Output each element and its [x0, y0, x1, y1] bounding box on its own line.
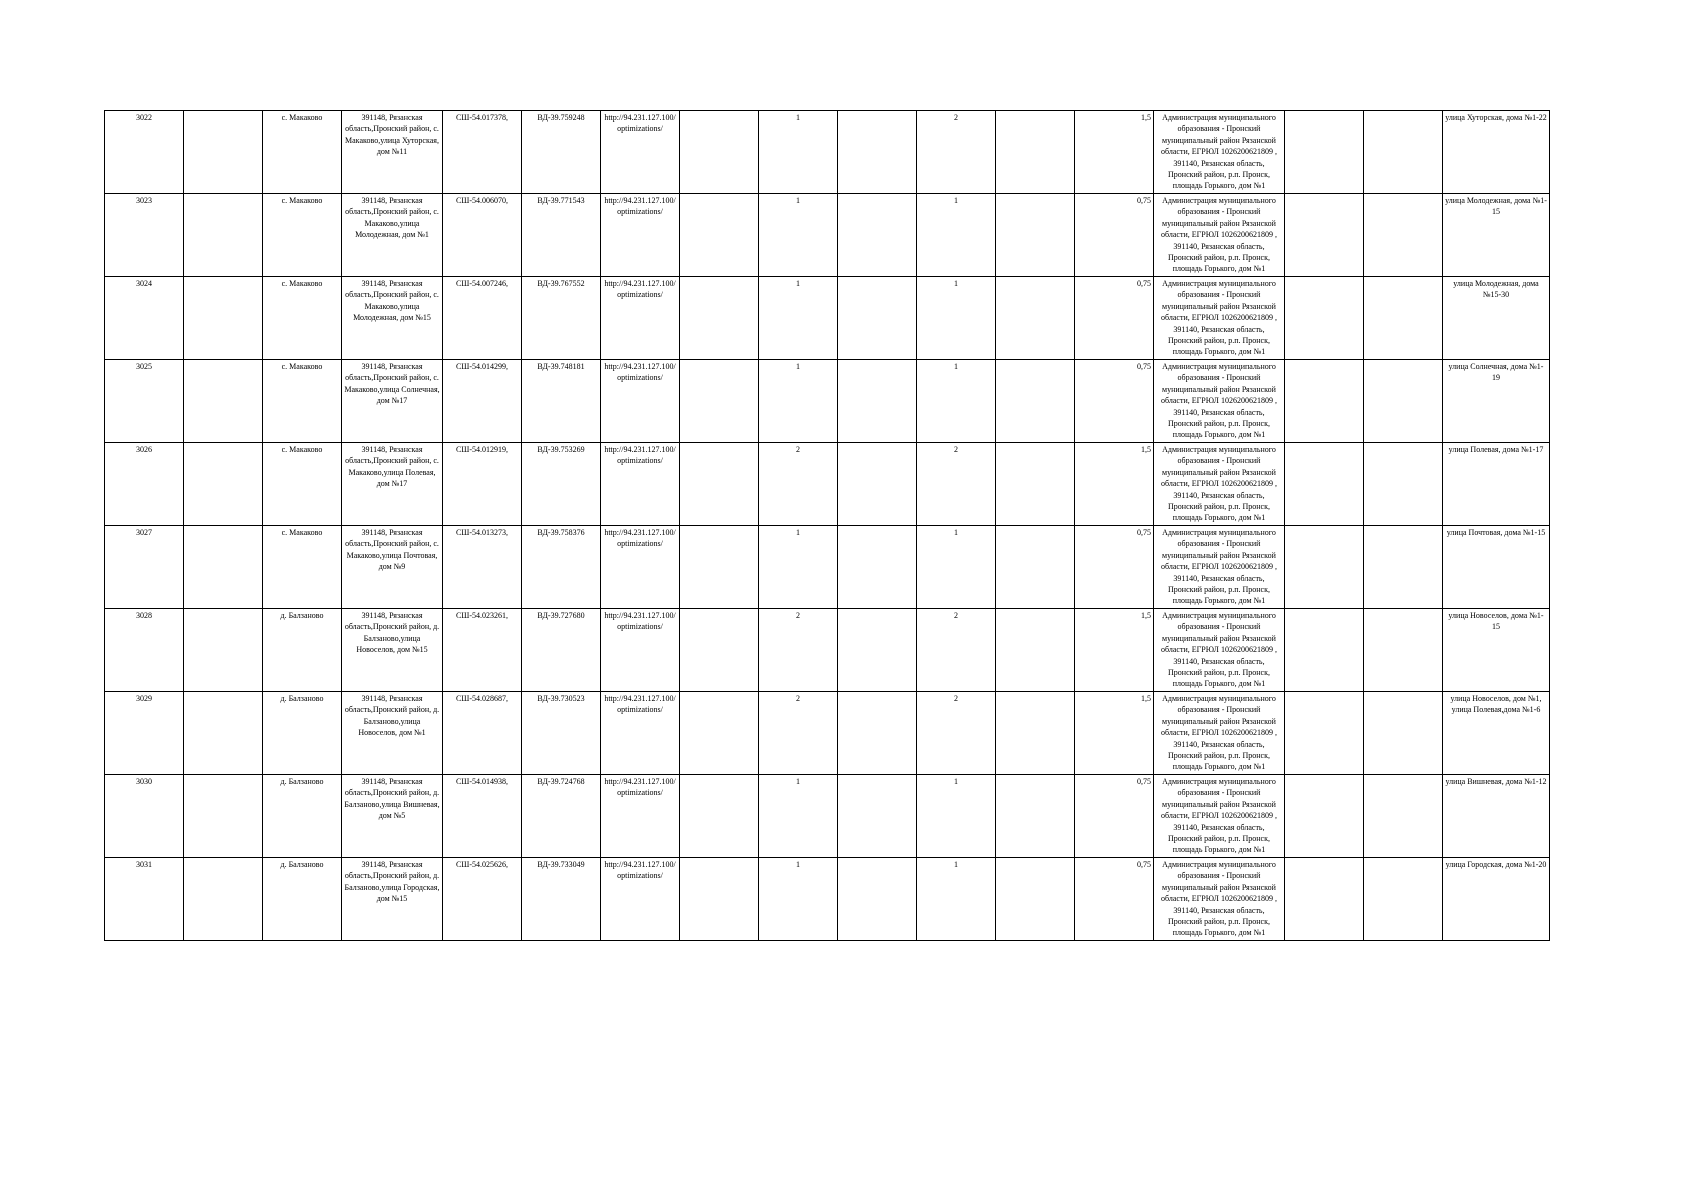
- container-count-2-cell: 1: [917, 858, 996, 941]
- longitude-cell: ВД-39.759248: [522, 111, 601, 194]
- owner-cell: Администрация муниципального образования - Пронский муниципальный район Рязанской области, ЕГРЮЛ 1026200621809 , 391140, Рязанская область, Пронский район, р.п. Пронск, площадь Горького, дом №1: [1154, 526, 1285, 609]
- volume-cell: 1,5: [1075, 692, 1154, 775]
- latitude-cell: СШ-54.025626,: [443, 858, 522, 941]
- empty-cell: [996, 692, 1075, 775]
- waste-source-cell: улица Молодежная, дома №15-30: [1443, 277, 1550, 360]
- longitude-cell: ВД-39.733049: [522, 858, 601, 941]
- empty-cell: [996, 443, 1075, 526]
- latitude-cell: СШ-54.017378,: [443, 111, 522, 194]
- row-number-cell: 3022: [105, 111, 184, 194]
- empty-cell: [1285, 692, 1364, 775]
- empty-cell: [680, 526, 759, 609]
- owner-cell: Администрация муниципального образования - Пронский муниципальный район Рязанской области, ЕГРЮЛ 1026200621809 , 391140, Рязанская область, Пронский район, р.п. Пронск, площадь Горького, дом №1: [1154, 194, 1285, 277]
- empty-cell: [996, 775, 1075, 858]
- settlement-cell: с. Макаково: [263, 194, 342, 277]
- container-count-2-cell: 1: [917, 360, 996, 443]
- url-cell: http://94.231.127.100/optimizations/: [601, 858, 680, 941]
- container-count-cell: 1: [759, 111, 838, 194]
- empty-cell: [996, 194, 1075, 277]
- address-cell: 391148, Рязанская область,Пронский район, с. Макаково,улица Солнечная, дом №17: [342, 360, 443, 443]
- waste-source-cell: улица Городская, дома №1-20: [1443, 858, 1550, 941]
- owner-cell: Администрация муниципального образования - Пронский муниципальный район Рязанской области, ЕГРЮЛ 1026200621809 , 391140, Рязанская область, Пронский район, р.п. Пронск, площадь Горького, дом №1: [1154, 609, 1285, 692]
- latitude-cell: СШ-54.012919,: [443, 443, 522, 526]
- empty-cell: [838, 526, 917, 609]
- address-cell: 391148, Рязанская область,Пронский район, д. Балзаново,улица Новоселов, дом №15: [342, 609, 443, 692]
- container-sites-table: [104, 110, 1550, 941]
- container-count-2-cell: 1: [917, 194, 996, 277]
- empty-cell: [680, 111, 759, 194]
- latitude-cell: СШ-54.013273,: [443, 526, 522, 609]
- volume-cell: 0,75: [1075, 277, 1154, 360]
- table-row: [105, 111, 1550, 194]
- empty-cell: [996, 111, 1075, 194]
- empty-cell: [1364, 194, 1443, 277]
- container-count-cell: 2: [759, 692, 838, 775]
- row-number-cell: 3027: [105, 526, 184, 609]
- empty-cell: [1285, 609, 1364, 692]
- volume-cell: 0,75: [1075, 775, 1154, 858]
- container-count-2-cell: 2: [917, 443, 996, 526]
- table-row: [105, 526, 1550, 609]
- container-count-cell: 1: [759, 775, 838, 858]
- volume-cell: 0,75: [1075, 360, 1154, 443]
- table-row: [105, 609, 1550, 692]
- settlement-cell: с. Макаково: [263, 360, 342, 443]
- longitude-cell: ВД-39.724768: [522, 775, 601, 858]
- url-cell: http://94.231.127.100/optimizations/: [601, 111, 680, 194]
- waste-source-cell: улица Молодежная, дома №1-15: [1443, 194, 1550, 277]
- row-number-cell: 3028: [105, 609, 184, 692]
- address-cell: 391148, Рязанская область,Пронский район, с. Макаково,улица Почтовая, дом №9: [342, 526, 443, 609]
- settlement-cell: д. Балзаново: [263, 609, 342, 692]
- settlement-cell: д. Балзаново: [263, 858, 342, 941]
- empty-cell: [1364, 858, 1443, 941]
- empty-cell: [1364, 775, 1443, 858]
- address-cell: 391148, Рязанская область,Пронский район, д. Балзаново,улица Городская, дом №15: [342, 858, 443, 941]
- volume-cell: 0,75: [1075, 858, 1154, 941]
- waste-source-cell: улица Вишневая, дома №1-12: [1443, 775, 1550, 858]
- empty-cell: [1285, 277, 1364, 360]
- container-count-cell: 1: [759, 526, 838, 609]
- waste-source-cell: улица Солнечная, дома №1-19: [1443, 360, 1550, 443]
- empty-cell: [680, 277, 759, 360]
- address-cell: 391148, Рязанская область,Пронский район, д. Балзаново,улица Новоселов, дом №1: [342, 692, 443, 775]
- settlement-cell: с. Макаково: [263, 443, 342, 526]
- address-cell: 391148, Рязанская область,Пронский район, с. Макаково,улица Хуторская, дом №11: [342, 111, 443, 194]
- volume-cell: 1,5: [1075, 609, 1154, 692]
- url-cell: http://94.231.127.100/optimizations/: [601, 609, 680, 692]
- empty-cell: [1285, 111, 1364, 194]
- owner-cell: Администрация муниципального образования - Пронский муниципальный район Рязанской области, ЕГРЮЛ 1026200621809 , 391140, Рязанская область, Пронский район, р.п. Пронск, площадь Горького, дом №1: [1154, 775, 1285, 858]
- empty-cell: [1285, 526, 1364, 609]
- owner-cell: Администрация муниципального образования - Пронский муниципальный район Рязанской области, ЕГРЮЛ 1026200621809 , 391140, Рязанская область, Пронский район, р.п. Пронск, площадь Горького, дом №1: [1154, 111, 1285, 194]
- empty-cell: [680, 858, 759, 941]
- empty-cell: [838, 609, 917, 692]
- url-cell: http://94.231.127.100/optimizations/: [601, 194, 680, 277]
- table-body: [105, 111, 1550, 941]
- container-count-cell: 1: [759, 277, 838, 360]
- settlement-cell: с. Макаково: [263, 111, 342, 194]
- container-count-2-cell: 2: [917, 692, 996, 775]
- table-row: [105, 360, 1550, 443]
- table-row: [105, 858, 1550, 941]
- url-cell: http://94.231.127.100/optimizations/: [601, 775, 680, 858]
- empty-cell: [1285, 194, 1364, 277]
- empty-cell: [184, 277, 263, 360]
- empty-cell: [680, 775, 759, 858]
- empty-cell: [996, 360, 1075, 443]
- waste-source-cell: улица Почтовая, дома №1-15: [1443, 526, 1550, 609]
- container-count-cell: 1: [759, 360, 838, 443]
- waste-source-cell: улица Новоселов, дом №1, улица Полевая,дома №1-6: [1443, 692, 1550, 775]
- empty-cell: [1364, 360, 1443, 443]
- empty-cell: [996, 526, 1075, 609]
- empty-cell: [1364, 277, 1443, 360]
- container-count-cell: 2: [759, 609, 838, 692]
- table-row: [105, 775, 1550, 858]
- latitude-cell: СШ-54.007246,: [443, 277, 522, 360]
- empty-cell: [838, 194, 917, 277]
- empty-cell: [184, 443, 263, 526]
- row-number-cell: 3030: [105, 775, 184, 858]
- empty-cell: [680, 692, 759, 775]
- empty-cell: [1364, 692, 1443, 775]
- container-count-2-cell: 2: [917, 609, 996, 692]
- container-count-2-cell: 1: [917, 526, 996, 609]
- longitude-cell: ВД-39.727680: [522, 609, 601, 692]
- url-cell: http://94.231.127.100/optimizations/: [601, 692, 680, 775]
- empty-cell: [184, 775, 263, 858]
- row-number-cell: 3023: [105, 194, 184, 277]
- latitude-cell: СШ-54.028687,: [443, 692, 522, 775]
- address-cell: 391148, Рязанская область,Пронский район, с. Макаково,улица Молодежная, дом №1: [342, 194, 443, 277]
- empty-cell: [184, 194, 263, 277]
- owner-cell: Администрация муниципального образования - Пронский муниципальный район Рязанской области, ЕГРЮЛ 1026200621809 , 391140, Рязанская область, Пронский район, р.п. Пронск, площадь Горького, дом №1: [1154, 858, 1285, 941]
- volume-cell: 1,5: [1075, 111, 1154, 194]
- empty-cell: [184, 360, 263, 443]
- row-number-cell: 3029: [105, 692, 184, 775]
- empty-cell: [1285, 443, 1364, 526]
- longitude-cell: ВД-39.753269: [522, 443, 601, 526]
- latitude-cell: СШ-54.023261,: [443, 609, 522, 692]
- longitude-cell: ВД-39.767552: [522, 277, 601, 360]
- waste-source-cell: улица Новоселов, дома №1-15: [1443, 609, 1550, 692]
- empty-cell: [996, 609, 1075, 692]
- empty-cell: [184, 526, 263, 609]
- address-cell: 391148, Рязанская область,Пронский район, с. Макаково,улица Молодежная, дом №15: [342, 277, 443, 360]
- url-cell: http://94.231.127.100/optimizations/: [601, 360, 680, 443]
- table-row: [105, 194, 1550, 277]
- empty-cell: [680, 194, 759, 277]
- settlement-cell: д. Балзаново: [263, 692, 342, 775]
- container-count-2-cell: 1: [917, 775, 996, 858]
- volume-cell: 1,5: [1075, 443, 1154, 526]
- settlement-cell: с. Макаково: [263, 277, 342, 360]
- latitude-cell: СШ-54.014938,: [443, 775, 522, 858]
- longitude-cell: ВД-39.748181: [522, 360, 601, 443]
- volume-cell: 0,75: [1075, 194, 1154, 277]
- container-count-cell: 2: [759, 443, 838, 526]
- empty-cell: [1285, 360, 1364, 443]
- empty-cell: [838, 775, 917, 858]
- container-count-cell: 1: [759, 858, 838, 941]
- owner-cell: Администрация муниципального образования - Пронский муниципальный район Рязанской области, ЕГРЮЛ 1026200621809 , 391140, Рязанская область, Пронский район, р.п. Пронск, площадь Горького, дом №1: [1154, 443, 1285, 526]
- owner-cell: Администрация муниципального образования - Пронский муниципальный район Рязанской области, ЕГРЮЛ 1026200621809 , 391140, Рязанская область, Пронский район, р.п. Пронск, площадь Горького, дом №1: [1154, 360, 1285, 443]
- empty-cell: [838, 360, 917, 443]
- owner-cell: Администрация муниципального образования - Пронский муниципальный район Рязанской области, ЕГРЮЛ 1026200621809 , 391140, Рязанская область, Пронский район, р.п. Пронск, площадь Горького, дом №1: [1154, 277, 1285, 360]
- table-row: [105, 443, 1550, 526]
- latitude-cell: СШ-54.014299,: [443, 360, 522, 443]
- row-number-cell: 3024: [105, 277, 184, 360]
- url-cell: http://94.231.127.100/optimizations/: [601, 277, 680, 360]
- empty-cell: [680, 443, 759, 526]
- address-cell: 391148, Рязанская область,Пронский район, с. Макаково,улица Полевая, дом №17: [342, 443, 443, 526]
- settlement-cell: с. Макаково: [263, 526, 342, 609]
- empty-cell: [996, 858, 1075, 941]
- waste-source-cell: улица Хуторская, дома №1-22: [1443, 111, 1550, 194]
- empty-cell: [838, 692, 917, 775]
- row-number-cell: 3026: [105, 443, 184, 526]
- url-cell: http://94.231.127.100/optimizations/: [601, 443, 680, 526]
- empty-cell: [1364, 526, 1443, 609]
- volume-cell: 0,75: [1075, 526, 1154, 609]
- empty-cell: [1364, 609, 1443, 692]
- empty-cell: [838, 443, 917, 526]
- longitude-cell: ВД-39.730523: [522, 692, 601, 775]
- settlement-cell: д. Балзаново: [263, 775, 342, 858]
- empty-cell: [838, 277, 917, 360]
- empty-cell: [1285, 858, 1364, 941]
- owner-cell: Администрация муниципального образования - Пронский муниципальный район Рязанской области, ЕГРЮЛ 1026200621809 , 391140, Рязанская область, Пронский район, р.п. Пронск, площадь Горького, дом №1: [1154, 692, 1285, 775]
- empty-cell: [184, 609, 263, 692]
- empty-cell: [996, 277, 1075, 360]
- address-cell: 391148, Рязанская область,Пронский район, д. Балзаново,улица Вишневая, дом №5: [342, 775, 443, 858]
- empty-cell: [680, 609, 759, 692]
- empty-cell: [1364, 443, 1443, 526]
- container-count-2-cell: 2: [917, 111, 996, 194]
- table-row: [105, 277, 1550, 360]
- row-number-cell: 3031: [105, 858, 184, 941]
- empty-cell: [184, 692, 263, 775]
- empty-cell: [1285, 775, 1364, 858]
- container-count-cell: 1: [759, 194, 838, 277]
- container-count-2-cell: 1: [917, 277, 996, 360]
- empty-cell: [1364, 111, 1443, 194]
- row-number-cell: 3025: [105, 360, 184, 443]
- longitude-cell: ВД-39.758376: [522, 526, 601, 609]
- latitude-cell: СШ-54.006070,: [443, 194, 522, 277]
- longitude-cell: ВД-39.771543: [522, 194, 601, 277]
- empty-cell: [838, 858, 917, 941]
- table-row: [105, 692, 1550, 775]
- empty-cell: [838, 111, 917, 194]
- waste-source-cell: улица Полевая, дома №1-17: [1443, 443, 1550, 526]
- empty-cell: [680, 360, 759, 443]
- empty-cell: [184, 858, 263, 941]
- empty-cell: [184, 111, 263, 194]
- url-cell: http://94.231.127.100/optimizations/: [601, 526, 680, 609]
